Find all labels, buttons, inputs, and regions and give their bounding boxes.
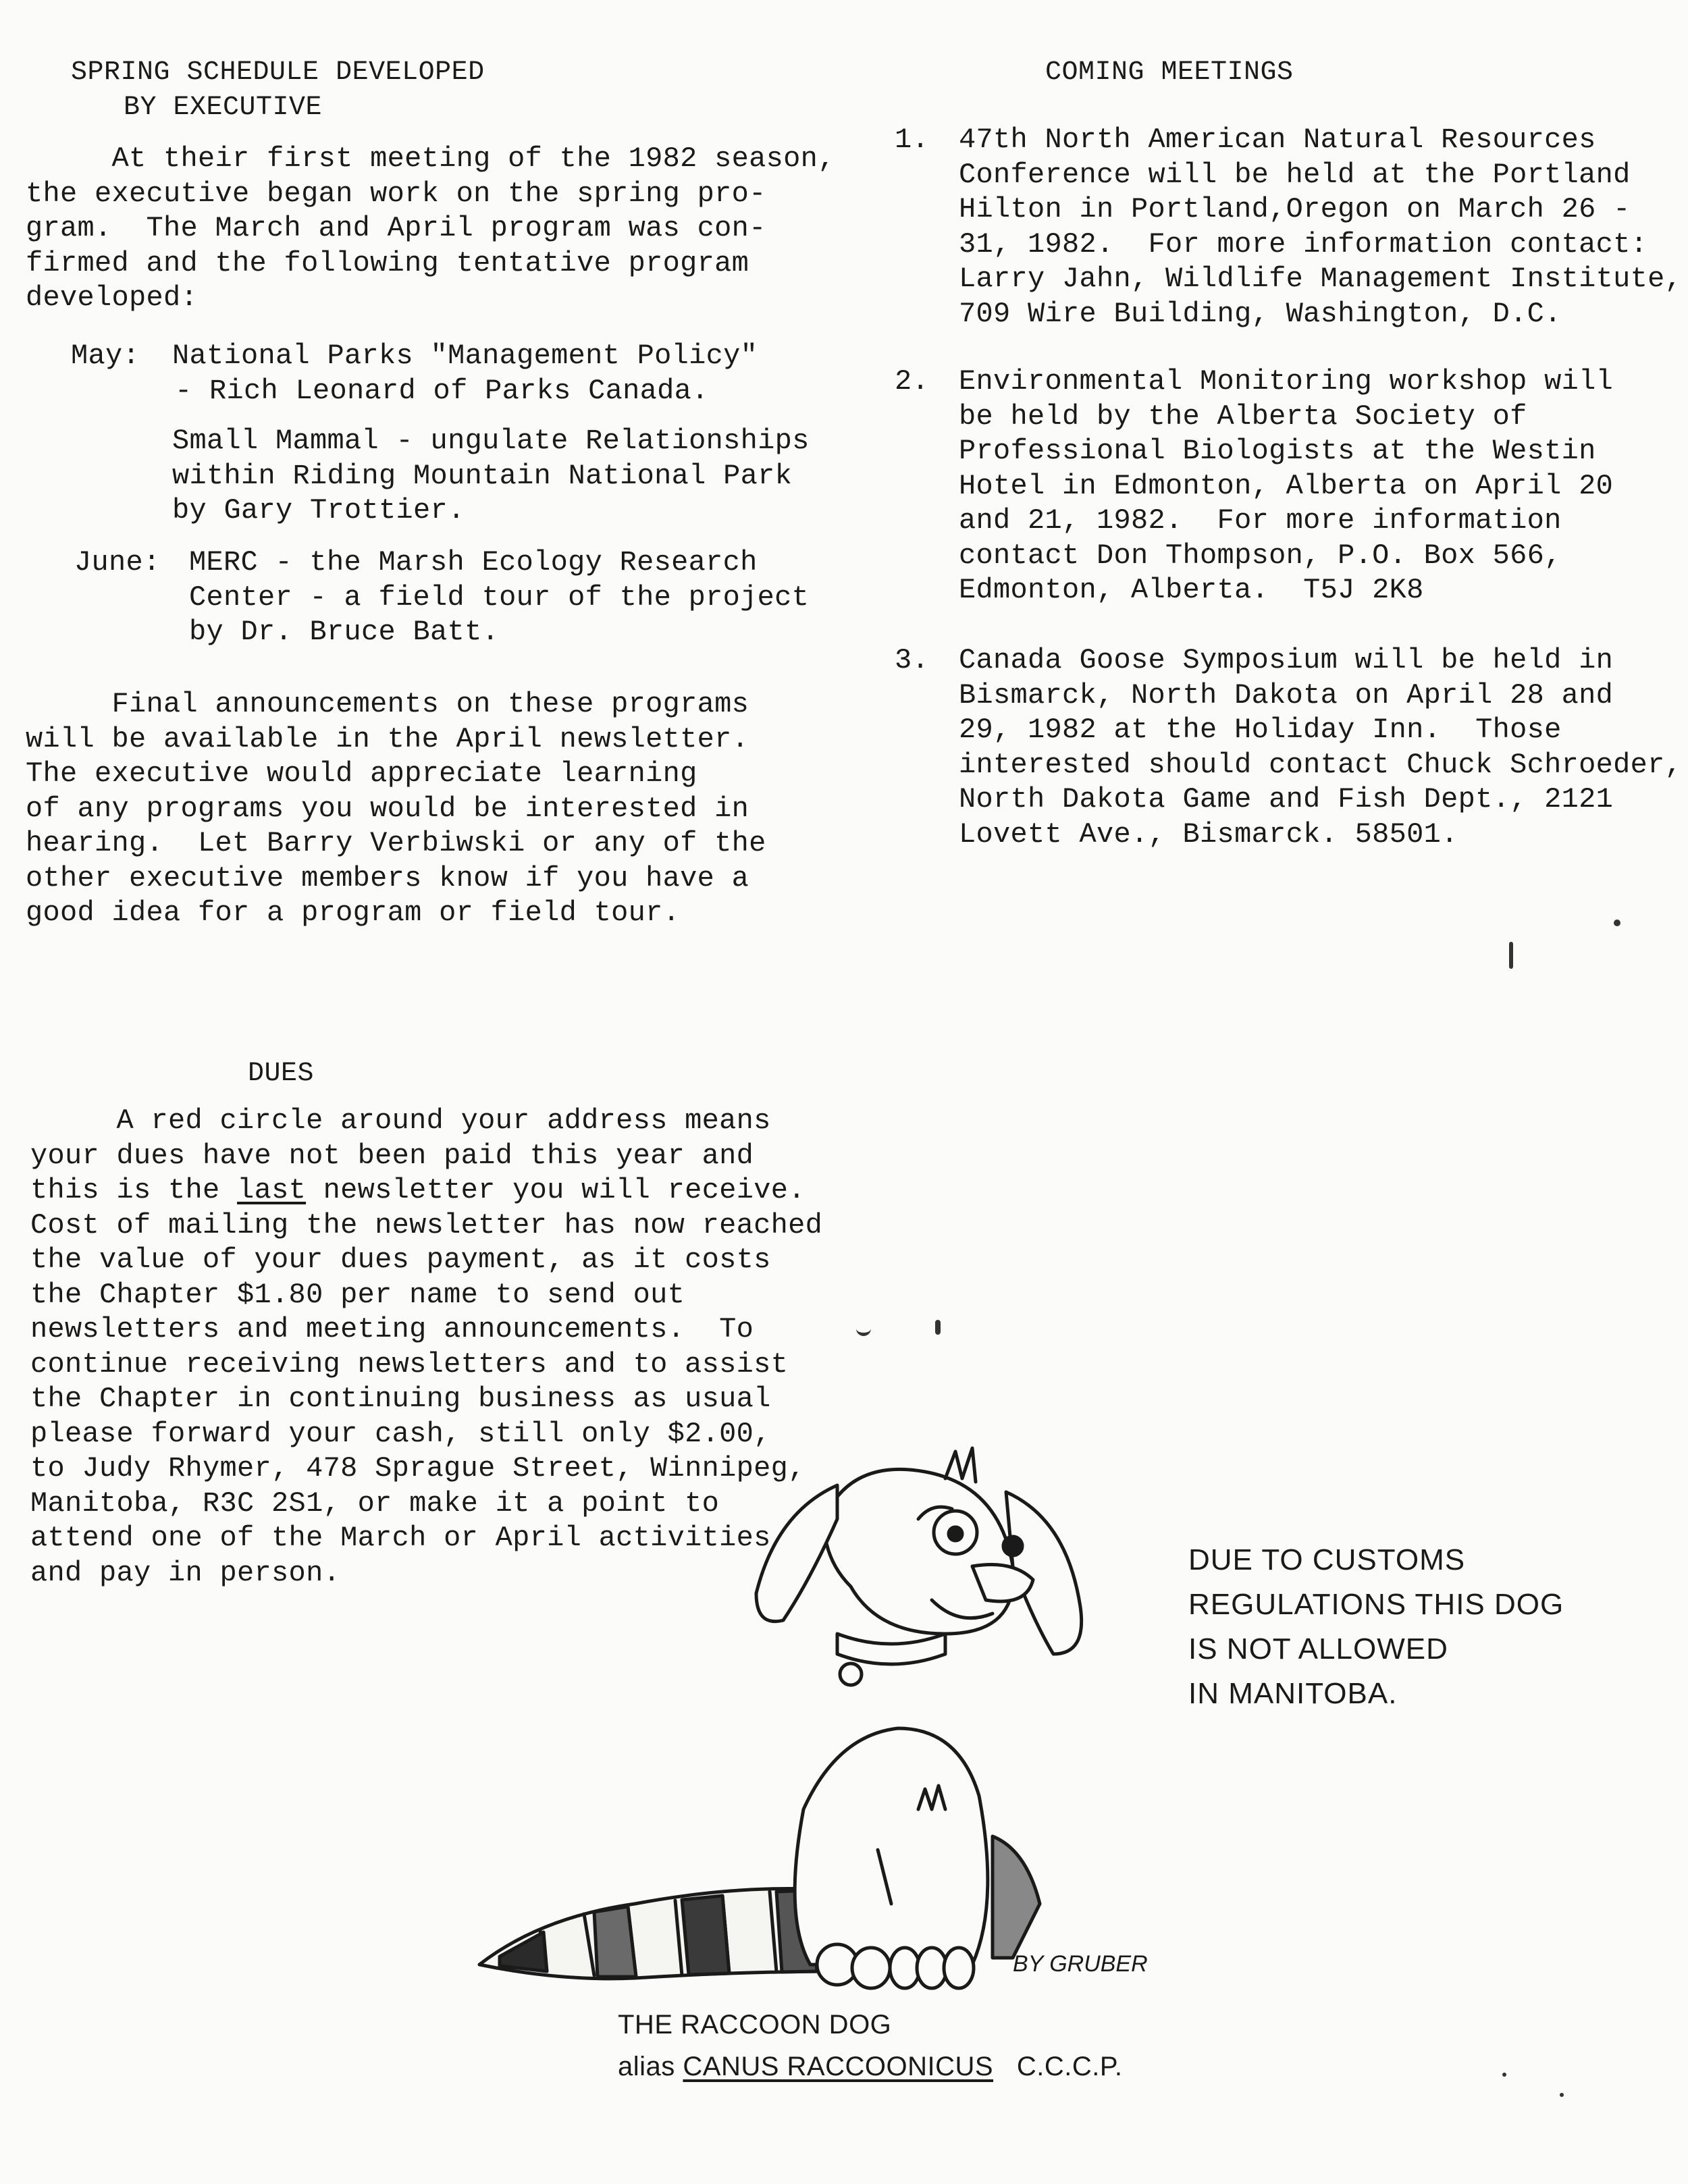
caption-title: THE RACCOON DOG [618,2010,892,2040]
text-line: contact Don Thompson, P.O. Box 566, [959,539,1562,572]
heading-line: BY EXECUTIVE [124,92,323,123]
text-line: continue receiving newsletters and to assist [30,1348,789,1381]
text-line: interested should contact Chuck Schroeder, [959,748,1683,781]
text-line: Cost of mailing the newsletter has now reached [30,1208,823,1242]
text-line: IS NOT ALLOWED [1188,1632,1448,1666]
text-line: A red circle around your address means [30,1104,771,1137]
text-line: Larry Jahn, Wildlife Management Institute, [959,263,1683,295]
caption-alias: alias [618,2052,675,2081]
text-line: Center - a field tour of the project [189,581,810,614]
may-program-2 [172,424,810,529]
text-line: firmed and the following tentative program [26,246,749,279]
text-line: Manitoba, R3C 2S1, or make it a point to [30,1487,720,1520]
text-line: be held by the Alberta Society of [959,400,1527,433]
text-line: Edmonton, Alberta. T5J 2K8 [959,574,1424,606]
meeting-item-2 [959,365,1613,608]
scan-mark [1560,2093,1564,2097]
text-line: Small Mammal - ungulate Relationships [172,425,810,457]
text-line: 709 Wire Building, Washington, D.C. [959,297,1562,330]
meeting-number: 3. [895,644,930,676]
text-line: of any programs you would be interested in [26,792,749,825]
text-line: Conference will be held at the Portland [959,158,1631,191]
text-line: other executive members know if you have a [26,861,749,895]
text-line: 29, 1982 at the Holiday Inn. Those [959,714,1562,746]
text-line: Canada Goose Symposium will be held in [959,644,1614,676]
may-label: May: [71,340,140,372]
text-line: newsletters and meeting announcements. To [30,1313,754,1346]
text-line: the executive began work on the spring pro- [26,177,766,210]
text-line: gram. The March and April program was con- [26,212,766,244]
text-line: good idea for a program or field tour. [26,897,681,929]
text-line: to Judy Rhymer, 478 Sprague Street, Winnipeg, [30,1452,806,1485]
raccoon-dog-illustration [459,1431,1175,2005]
text-line: hearing. Let Barry Verbiwski or any of the [26,827,766,859]
text-line: Final announcements on these programs [26,688,749,720]
june-label: June: [74,546,161,579]
text-line: please forward your cash, still only $2.00, [30,1417,771,1450]
text-line: - Rich Leonard of Parks Canada. [175,374,709,407]
text-fragment: newsletter you will receive. [306,1174,806,1206]
text-line: attend one of the March or April activities [30,1522,771,1554]
cartoon-caption [618,2004,1123,2087]
text-line [30,1173,822,1208]
spring-schedule-heading [71,55,485,126]
june-program [189,545,809,650]
meeting-item-1 [959,123,1682,331]
text-line: within Riding Mountain National Park [172,459,793,492]
heading-line: SPRING SCHEDULE DEVELOPED [71,57,485,88]
scan-mark [935,1320,941,1335]
text-line: by Gary Trottier. [172,494,465,527]
text-line: Environmental Monitoring workshop will [959,365,1614,398]
text-line: Professional Biologists at the Westin [959,435,1596,467]
text-line: the Chapter in continuing business as usual [30,1383,771,1415]
scan-mark [1502,2073,1506,2077]
text-line: developed: [26,282,199,314]
text-line: IN MANITOBA. [1188,1677,1398,1710]
scan-mark [1509,942,1513,969]
text-line: the Chapter $1.80 per name to send out [30,1278,685,1311]
text-line: by Dr. Bruce Batt. [189,616,500,648]
caption-alias-line [618,2046,1123,2087]
may-program-1 [172,339,758,408]
text-line: Hotel in Edmonton, Alberta on April 20 [959,469,1614,502]
text-line: The executive would appreciate learning [26,757,697,790]
spring-schedule-closing [26,687,766,931]
text-line: the value of your dues payment, as it costs [30,1244,771,1276]
artist-signature [1013,1951,1148,1977]
signature-text: BY GRUBER [1013,1951,1148,1977]
text-line: Hilton in Portland,Oregon on March 26 - [959,193,1631,225]
coming-meetings-heading: COMING MEETINGS [1045,57,1294,88]
meeting-item-3 [959,643,1682,852]
text-line: Lovett Ave., Bismarck. 58501. [959,818,1458,851]
text-line: National Parks "Management Policy" [172,340,758,372]
text-line: and pay in person. [30,1556,341,1589]
text-line: REGULATIONS THIS DOG [1188,1588,1564,1621]
meeting-number: 1. [895,124,930,156]
text-line: Bismarck, North Dakota on April 28 and [959,678,1614,712]
caption-suffix: C.C.C.P. [1016,2052,1123,2081]
scan-mark [856,1323,871,1336]
text-line: At their first meeting of the 1982 season, [26,142,835,175]
text-line: DUE TO CUSTOMS [1188,1543,1466,1576]
text-line: MERC - the Marsh Ecology Research [189,546,758,579]
text-line: and 21, 1982. For more information [959,504,1562,537]
caption-species: CANUS RACCOONICUS [683,2052,994,2081]
scan-mark [1614,920,1620,926]
spring-schedule-intro [26,142,835,316]
text-line: your dues have not been paid this year and [30,1139,754,1172]
meeting-number: 2. [895,365,930,398]
customs-note [1188,1538,1564,1716]
text-line: 31, 1982. For more information contact: [959,228,1648,261]
emphasis-last: last [237,1174,307,1206]
text-line: 47th North American Natural Resources [959,124,1596,156]
text-fragment: this is the [30,1174,238,1206]
text-line: will be available in the April newsletter. [26,722,749,755]
dues-heading: DUES [248,1059,315,1089]
text-line: North Dakota Game and Fish Dept., 2121 [959,783,1614,816]
